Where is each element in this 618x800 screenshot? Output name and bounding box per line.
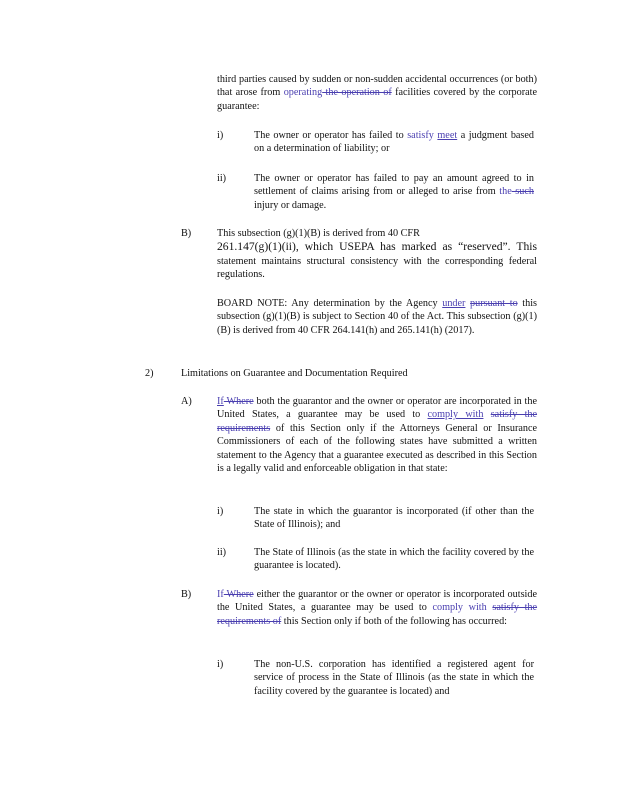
- text-run: of this Section only if the Attorneys General or Insurance Commissioners of each of the following states have submitted a written statement to the Agency that a guarantee executed as described in this Section is a legally valid and enforceable obligation in that state:: [217, 422, 537, 475]
- deleted-text: Where: [223, 589, 254, 600]
- inserted-text: under: [442, 298, 466, 309]
- list-item-registered-agent: The non-U.S. corporation has identified a registered agent for service of process in the State of Illinois (as the state in which the facility covered by the guarantee is located) and: [254, 659, 534, 697]
- deleted-text: Where: [223, 396, 254, 407]
- deleted-text: pursuant to: [470, 298, 518, 309]
- list-item-guarantor-state: The state in which the guarantor is incorporated (if other than the State of Illinois); and: [254, 506, 534, 531]
- list-label: i): [217, 130, 224, 141]
- section-label: B): [181, 589, 192, 600]
- section-heading: Limitations on Guarantee and Documentation Required: [181, 368, 408, 379]
- text-run: a judgment based on a determination of liability; or: [254, 130, 535, 155]
- text-run: this subsection (g)(1)(B) is subject to Section 40 of the Act. This subsection (g)(1)(B) is derived from 40 CFR 264.141(h) and 265.141(h) (2017).: [217, 298, 537, 336]
- inserted-text: comply with: [432, 602, 487, 614]
- list-label: i): [217, 506, 224, 517]
- deleted-text: such: [511, 186, 534, 198]
- inserted-text: meet: [437, 130, 458, 141]
- deleted-text: satisfy the requirements: [217, 409, 538, 434]
- inserted-text: satisfy: [407, 130, 434, 141]
- text-run: either the guarantor or the owner or operator is incorporated outside the United States, a guarantee may be used to: [217, 589, 537, 614]
- deleted-text: satisfy the requirements of: [217, 602, 538, 627]
- list-item-judgment: [254, 129, 534, 156]
- deleted-text: the operation of: [322, 87, 392, 99]
- inserted-text: If: [217, 396, 224, 407]
- board-note: [217, 297, 537, 337]
- list-label: ii): [217, 547, 227, 558]
- section-label: B): [181, 228, 192, 239]
- inserted-text: operating: [283, 87, 323, 99]
- text-run: this Section only if both of the following has occurred:: [281, 615, 508, 627]
- section-b-derivation: [217, 227, 537, 282]
- text-run-emphasis: 261.147(g)(1)(ii), which USEPA has marked as “reserved”. This: [217, 240, 537, 254]
- text-run: This subsection (g)(1)(B) is derived from 40 CFR: [217, 228, 420, 239]
- text-run: facilities covered by the corporate guarantee:: [217, 87, 537, 112]
- text-run: The owner or operator has failed to: [254, 130, 408, 141]
- list-label: i): [217, 659, 224, 670]
- text-run: injury or damage.: [254, 199, 327, 211]
- list-label: ii): [217, 173, 227, 184]
- section-label: 2): [145, 368, 154, 379]
- text-run: The owner or operator has failed to pay an amount agreed to in settlement of claims arising from or alleged to arise from: [254, 173, 534, 198]
- section-b-foreign: [217, 588, 537, 628]
- text-run: statement maintains structural consistency with the corresponding federal regulations.: [217, 255, 537, 281]
- inserted-text: comply with: [427, 409, 484, 421]
- paragraph-intro: [217, 73, 537, 113]
- text-run: third parties caused by sudden or non-sudden accidental occurrences (or both) that arose from: [217, 74, 537, 99]
- text-run: BOARD NOTE: Any determination by the Agency: [217, 298, 443, 309]
- section-a-domestic: [217, 395, 537, 475]
- list-item-settlement: [254, 172, 534, 212]
- section-label: A): [181, 396, 192, 407]
- text-run: both the guarantor and the owner or operator are incorporated in the United States, a guarantee may be used to: [217, 396, 538, 421]
- inserted-text: If: [217, 589, 224, 600]
- list-item-illinois: The State of Illinois (as the state in which the facility covered by the guarantee is located).: [254, 547, 534, 572]
- inserted-text: the: [499, 186, 512, 198]
